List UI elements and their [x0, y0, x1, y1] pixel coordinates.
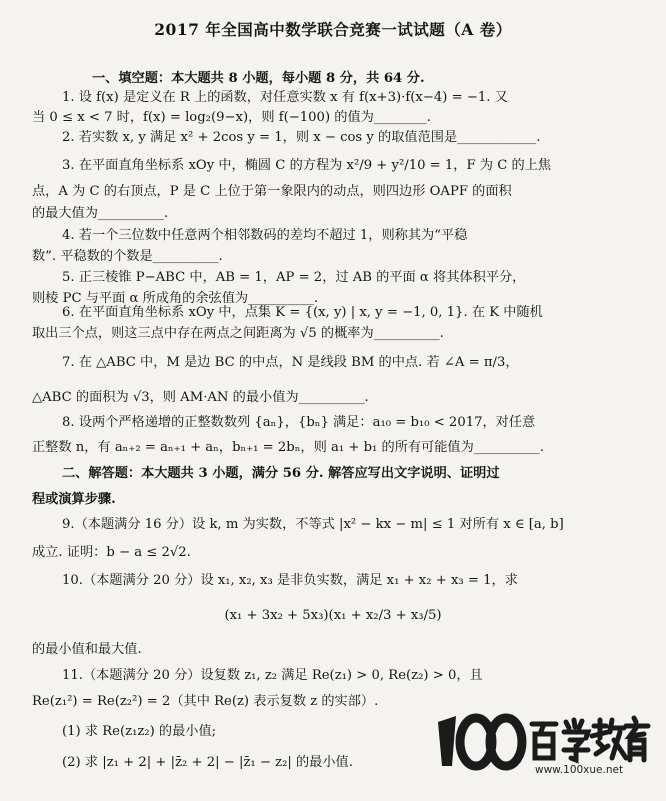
- q10-line-1: 10.（本题满分 20 分）设 x₁, x₂, x₃ 是非负实数，满足 x₁ + x₂ + x₃ = 1，求: [62, 573, 518, 588]
- q3-line-2: 点，A 为 C 的右顶点，P 是 C 上位于第一象限内的动点，则四边形 OAPF 的面积: [32, 184, 512, 199]
- q5-line-1: 5. 正三棱锥 P−ABC 中，AB = 1，AP = 2，过 AB 的平面 α 将其体积平分，: [62, 270, 526, 285]
- q4-line-1: 4. 若一个三位数中任意两个相邻数码的差均不超过 1，则称其为“平稳: [62, 228, 468, 243]
- q4-line-2: 数”. 平稳数的个数是__________.: [32, 249, 223, 264]
- q10-expression: (x₁ + 3x₂ + 5x₃)(x₁ + x₂/3 + x₃/5): [224, 608, 442, 623]
- q5-line-2: 则棱 PC 与平面 α 所成角的余弦值为__________.: [32, 291, 319, 306]
- q9-line-1: 9.（本题满分 16 分）设 k, m 为实数，不等式 |x² − kx − m| ≤ 1 对所有 x ∈ [a, b]: [62, 517, 564, 532]
- section-2-heading: 二、解答题：本大题共 3 小题，满分 56 分. 解答应写出文字说明、证明过: [62, 466, 500, 481]
- watermark-url: www.100xue.net: [535, 764, 624, 776]
- logo-chinese-characters: [532, 718, 648, 760]
- q10-line-2: 的最小值和最大值.: [32, 642, 142, 657]
- q3-line-1: 3. 在平面直角坐标系 xOy 中，椭圆 C 的方程为 x²/9 + y²/10 = 1，F 为 C 的上焦: [62, 158, 552, 173]
- q11-line-2: Re(z₁²) = Re(z₂²) = 2（其中 Re(z) 表示复数 z 的实部）.: [32, 694, 379, 709]
- q11-part-2: (2) 求 |z₁ + 2| + |z̄₂ + 2| − |z̄₁ − z₂| 的最小值.: [62, 755, 353, 770]
- q2-line: 2. 若实数 x, y 满足 x² + 2cos y = 1，则 x − cos y 的取值范围是____________.: [62, 130, 541, 145]
- q6-line-2: 取出三个点，则这三点中存在两点之间距离为 √5 的概率为__________.: [32, 326, 444, 341]
- q3-line-3: 的最大值为__________.: [32, 206, 169, 221]
- watermark-logo: [428, 702, 653, 792]
- q7-line-2: △ABC 的面积为 √3，则 AM·AN 的最小值为__________.: [32, 390, 369, 405]
- section-1-heading: 一、填空题：本大题共 8 小题，每小题 8 分，共 64 分.: [92, 71, 425, 86]
- q11-part-1: (1) 求 Re(z₁z₂) 的最小值;: [62, 724, 217, 739]
- q8-line-1: 8. 设两个严格递增的正整数数列 {aₙ}，{bₙ} 满足：a₁₀ = b₁₀ < 2017，对任意: [62, 415, 536, 430]
- q1-line-1: 1. 设 f(x) 是定义在 R 上的函数，对任意实数 x 有 f(x+3)·f(x−4) = −1. 又: [62, 90, 508, 105]
- q8-line-2: 正整数 n，有 aₙ₊₂ = aₙ₊₁ + aₙ，bₙ₊₁ = 2bₙ，则 a₁ + b₁ 的所有可能值为__________.: [32, 440, 544, 455]
- exam-title: 2017 年全国高中数学联合竞赛一试试题（A 卷）: [154, 20, 512, 39]
- q1-line-2: 当 0 ≤ x < 7 时，f(x) = log₂(9−x)，则 f(−100) 的值为________.: [32, 110, 431, 125]
- section-2-heading-cont: 程或演算步骤.: [32, 492, 116, 507]
- logo-one-stroke: [438, 716, 456, 766]
- q9-line-2: 成立. 证明：b − a ≤ 2√2.: [32, 545, 191, 560]
- q6-line-1: 6. 在平面直角坐标系 xOy 中，点集 K = {(x, y) | x, y = −1, 0, 1}. 在 K 中随机: [62, 305, 543, 320]
- q11-line-1: 11.（本题满分 20 分）设复数 z₁, z₂ 满足 Re(z₁) > 0, Re(z₂) > 0，且: [62, 668, 483, 683]
- q7-line-1: 7. 在 △ABC 中，M 是边 BC 的中点，N 是线段 BM 的中点. 若 ∠A = π/3，: [62, 355, 519, 370]
